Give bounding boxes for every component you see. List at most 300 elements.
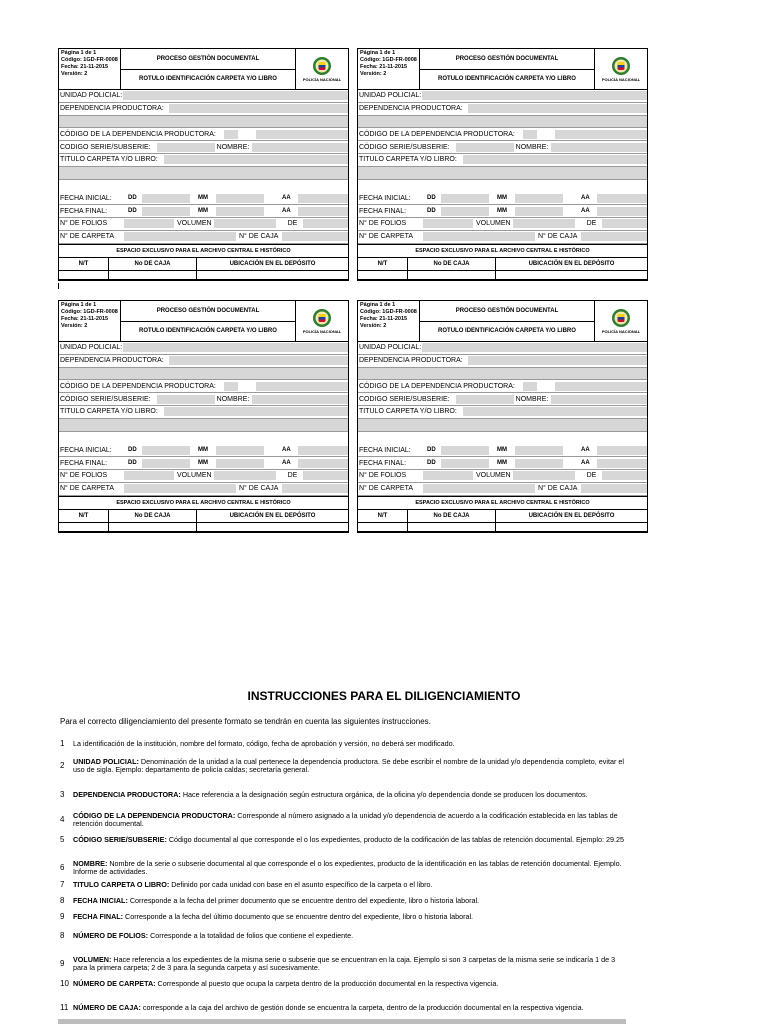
label-form-3	[58, 300, 349, 533]
instruction-label: CÓDIGO DE LA DEPENDENCIA PRODUCTORA:	[73, 811, 236, 820]
instruction-body: Definido por cada unidad con base en el asunto específico de la carpeta o el libro.	[169, 880, 433, 889]
label-form-4	[357, 300, 648, 533]
carpeta-field[interactable]	[124, 484, 236, 493]
carpeta-row	[358, 483, 647, 496]
archive-section-title: ESPACIO EXCLUSIVO PARA EL ARCHIVO CENTRAL E HISTÓRICO	[59, 496, 348, 510]
dd-field[interactable]	[142, 207, 190, 216]
mm-field[interactable]	[515, 459, 563, 468]
mm-label: MM	[198, 208, 208, 215]
col-nt: N/T	[59, 510, 109, 522]
instruction-text	[73, 897, 479, 905]
codigo-serie-label: CODIGO SERIE/SUBSERIE:	[359, 395, 450, 403]
titulo-label: TITULO CARPETA Y/O LIBRO:	[359, 156, 457, 164]
instruction-number: 2	[60, 761, 65, 771]
de-field[interactable]	[303, 219, 348, 228]
process-title: PROCESO GESTIÓN DOCUMENTAL	[455, 307, 559, 314]
meta-code: Código: 1GD-FR-0008	[360, 309, 417, 315]
carpeta-field[interactable]	[124, 232, 236, 241]
meta-version: Versión: 2	[360, 71, 387, 77]
titulo-field[interactable]	[164, 407, 348, 416]
aa-label: AA	[581, 447, 590, 454]
instruction-label: FECHA INICIAL:	[73, 896, 128, 905]
carpeta-row	[358, 231, 647, 244]
unidad-row	[59, 90, 348, 103]
form-titles	[121, 49, 296, 89]
folios-field[interactable]	[124, 471, 174, 480]
instruction-body: Corresponde al número asignado a la unidad y/o dependencia de acuerdo a la codificación establecida en las tablas de retención documental.	[73, 811, 618, 829]
instruction-label: NOMBRE:	[73, 859, 108, 868]
codigo-serie-row	[59, 141, 348, 154]
mm-label: MM	[497, 447, 507, 454]
meta-code: Código: 1GD-FR-0008	[61, 309, 118, 315]
instruction-text	[73, 980, 498, 988]
codigo-dep-field-2[interactable]	[555, 382, 647, 391]
dd-label: DD	[427, 447, 436, 454]
label-form-2	[357, 48, 648, 281]
nombre-field[interactable]	[551, 143, 647, 152]
label-title: ROTULO IDENTIFICACIÓN CARPETA Y/O LIBRO	[121, 69, 295, 90]
codigo-serie-field[interactable]	[157, 395, 215, 404]
mm-field[interactable]	[216, 459, 264, 468]
nombre-label: NOMBRE:	[515, 395, 549, 403]
instruction-label: TITULO CARPETA O LIBRO:	[73, 880, 170, 889]
aa-label: AA	[282, 195, 291, 202]
titulo-row-2[interactable]	[59, 419, 348, 432]
titulo-row	[59, 406, 348, 419]
titulo-field[interactable]	[164, 155, 348, 164]
carpeta-row	[59, 231, 348, 244]
mm-field[interactable]	[515, 207, 563, 216]
unidad-label: UNIDAD POLICIAL:	[60, 92, 123, 100]
unidad-label: UNIDAD POLICIAL:	[60, 344, 123, 352]
col-nt: N/T	[59, 258, 109, 270]
form-titles	[420, 49, 595, 89]
cell-ubicacion[interactable]	[197, 271, 348, 279]
instruction-text	[73, 913, 473, 921]
aa-field[interactable]	[298, 207, 348, 216]
de-label: DE	[586, 472, 597, 480]
fecha-final-label: FECHA FINAL:	[60, 207, 108, 215]
col-nt: N/T	[358, 258, 408, 270]
titulo-label: TITULO CARPETA Y/O LIBRO:	[60, 408, 158, 416]
label-title: ROTULO IDENTIFICACIÓN CARPETA Y/O LIBRO	[121, 321, 295, 342]
fecha-inicial-row	[358, 444, 647, 457]
codigo-dep-field[interactable]	[224, 382, 238, 391]
instruction-body: Nombre de la serie o subserie documental al que corresponde el o los expedientes, producto de la identificación en las tablas de retención documental. Ejemplo. Informe de actividades.	[73, 859, 622, 877]
col-ubicacion: UBICACIÓN EN EL DEPÓSITO	[229, 260, 316, 267]
instruction-text	[73, 812, 626, 829]
cell-nt[interactable]	[358, 271, 408, 279]
caja-field[interactable]	[581, 484, 647, 493]
titulo-label: TITULO CARPETA Y/O LIBRO:	[359, 408, 457, 416]
unidad-field[interactable]	[422, 91, 647, 100]
meta-page: Página 1 de 1	[61, 50, 97, 56]
process-title: PROCESO GESTIÓN DOCUMENTAL	[156, 55, 260, 62]
instruction-number: 8	[60, 931, 65, 940]
instruction-item	[60, 836, 626, 844]
caja-label: N° DE CAJA	[538, 485, 578, 493]
police-shield-icon	[611, 308, 631, 328]
police-shield-icon	[312, 308, 332, 328]
instructions-title: INSTRUCCIONES PARA EL DILIGENCIAMIENTO	[247, 689, 521, 703]
archive-table-header	[358, 510, 647, 523]
footer-bar	[58, 1019, 626, 1024]
nombre-field[interactable]	[252, 395, 348, 404]
fecha-inicial-label: FECHA INICIAL:	[359, 446, 411, 454]
col-caja: No DE CAJA	[109, 258, 197, 270]
caja-field[interactable]	[282, 232, 348, 241]
instruction-number: 10	[60, 979, 69, 988]
process-title: PROCESO GESTIÓN DOCUMENTAL	[156, 307, 260, 314]
volumen-field[interactable]	[214, 471, 276, 480]
cell-nt[interactable]	[59, 271, 109, 279]
col-caja: No DE CAJA	[109, 510, 197, 522]
mm-label: MM	[497, 460, 507, 467]
mm-label: MM	[198, 447, 208, 454]
instruction-number: 8	[60, 896, 65, 905]
cell-ubicacion[interactable]	[496, 523, 647, 531]
codigo-serie-label: CÓDIGO SERIE/SUBSERIE:	[359, 143, 450, 151]
dd-field[interactable]	[441, 194, 489, 203]
titulo-field[interactable]	[463, 407, 647, 416]
instruction-label: UNIDAD POLICIAL:	[73, 757, 139, 766]
cell-caja[interactable]	[408, 271, 496, 279]
dd-label: DD	[427, 195, 436, 202]
unidad-field[interactable]	[123, 91, 348, 100]
codigo-serie-row	[358, 141, 647, 154]
label-title: ROTULO IDENTIFICACIÓN CARPETA Y/O LIBRO	[420, 69, 594, 90]
cell-nt[interactable]	[358, 523, 408, 531]
instruction-number: 6	[60, 863, 65, 873]
form-header	[59, 301, 348, 342]
carpeta-label: N° DE CARPETA	[60, 485, 115, 493]
codigo-dep-field[interactable]	[523, 382, 537, 391]
police-logo	[296, 49, 348, 89]
meta-page: Página 1 de 1	[360, 50, 396, 56]
instruction-text	[73, 791, 588, 799]
dependencia-row-2[interactable]	[59, 368, 348, 381]
instruction-item	[60, 740, 626, 748]
aa-label: AA	[282, 208, 291, 215]
fecha-final-row	[59, 457, 348, 470]
dd-label: DD	[427, 460, 436, 467]
archive-table-row[interactable]	[59, 523, 348, 532]
instruction-body: La identificación de la institución, nombre del formato, código, fecha de aprobación y versión, no deberá ser modificado.	[73, 739, 455, 748]
titulo-row	[358, 406, 647, 419]
instruction-body: corresponde a la caja del archivo de gestión donde se encuentra la carpeta, dentro de la producción documental en la respectiva vigencia.	[140, 1003, 584, 1012]
dd-field[interactable]	[142, 446, 190, 455]
mm-field[interactable]	[216, 207, 264, 216]
dependencia-field[interactable]	[169, 356, 348, 365]
instruction-body: Corresponde a la fecha del primer documento que se encuentre dentro del expediente, libro o historia laboral.	[127, 896, 480, 905]
de-label: DE	[287, 220, 298, 228]
titulo-label: TITULO CARPETA Y/O LIBRO:	[60, 156, 158, 164]
fecha-final-label: FECHA FINAL:	[359, 207, 407, 215]
form-meta	[59, 301, 121, 341]
fecha-final-row	[358, 205, 647, 218]
titulo-row	[358, 154, 647, 167]
nombre-label: NOMBRE:	[515, 143, 549, 151]
logo-label: POLICÍA NACIONAL	[302, 77, 342, 82]
fecha-final-label: FECHA FINAL:	[359, 459, 407, 467]
folios-label: N° DE FOLIOS	[359, 220, 407, 228]
label-title: ROTULO IDENTIFICACIÓN CARPETA Y/O LIBRO	[420, 321, 594, 342]
codigo-dep-label: CÓDIGO DE LA DEPENDENCIA PRODUCTORA:	[60, 382, 216, 390]
caja-label: N° DE CAJA	[538, 233, 578, 241]
mm-field[interactable]	[515, 446, 563, 455]
dependencia-label: DEPENDENCIA PRODUCTORA:	[359, 105, 463, 113]
carpeta-label: N° DE CARPETA	[359, 233, 414, 241]
instruction-label: DEPENDENCIA PRODUCTORA:	[73, 790, 181, 799]
instruction-number: 11	[60, 1003, 69, 1012]
dd-field[interactable]	[441, 459, 489, 468]
dd-label: DD	[427, 208, 436, 215]
form-header	[358, 301, 647, 342]
dependencia-label: DEPENDENCIA PRODUCTORA:	[359, 357, 463, 365]
aa-label: AA	[581, 208, 590, 215]
instruction-text	[73, 956, 626, 973]
fecha-final-label: FECHA FINAL:	[60, 459, 108, 467]
instruction-label: VOLUMEN:	[73, 955, 112, 964]
aa-field[interactable]	[597, 194, 647, 203]
instruction-body: Código documental al que corresponde el o los expedientes, producto de la codificación de las tablas de retención documental. Ejemplo: 29.25	[166, 835, 624, 844]
instruction-text	[73, 758, 626, 775]
de-field[interactable]	[303, 471, 348, 480]
dependencia-row-2[interactable]	[59, 116, 348, 129]
dependencia-label: DEPENDENCIA PRODUCTORA:	[60, 357, 164, 365]
codigo-dep-field[interactable]	[224, 130, 238, 139]
aa-field[interactable]	[597, 459, 647, 468]
cell-caja[interactable]	[408, 523, 496, 531]
folios-field[interactable]	[423, 471, 473, 480]
mm-field[interactable]	[515, 194, 563, 203]
caja-field[interactable]	[581, 232, 647, 241]
nombre-field[interactable]	[551, 395, 647, 404]
meta-date: Fecha: 21-11-2015	[61, 64, 109, 70]
aa-field[interactable]	[597, 446, 647, 455]
caja-label: N° DE CAJA	[239, 485, 279, 493]
aa-field[interactable]	[298, 446, 348, 455]
col-caja: No DE CAJA	[408, 510, 496, 522]
dd-label: DD	[128, 447, 137, 454]
volumen-label: VOLUMEN	[177, 472, 212, 480]
archive-section-title: ESPACIO EXCLUSIVO PARA EL ARCHIVO CENTRAL E HISTÓRICO	[59, 244, 348, 258]
dependencia-field[interactable]	[468, 356, 647, 365]
mm-label: MM	[198, 460, 208, 467]
police-logo	[595, 301, 647, 341]
logo-label: POLICÍA NACIONAL	[302, 329, 342, 334]
codigo-serie-field[interactable]	[157, 143, 215, 152]
aa-label: AA	[581, 195, 590, 202]
dd-field[interactable]	[142, 194, 190, 203]
titulo-row-2[interactable]	[358, 167, 647, 180]
dependencia-row	[59, 103, 348, 116]
codigo-serie-row	[358, 393, 647, 406]
aa-field[interactable]	[298, 459, 348, 468]
cell-nt[interactable]	[59, 523, 109, 531]
codigo-serie-row	[59, 393, 348, 406]
instruction-number: 9	[60, 912, 65, 921]
cell-ubicacion[interactable]	[496, 271, 647, 279]
unidad-label: UNIDAD POLICIAL:	[359, 344, 422, 352]
police-logo	[595, 49, 647, 89]
archive-table-row[interactable]	[59, 271, 348, 280]
volumen-label: VOLUMEN	[177, 220, 212, 228]
volumen-field[interactable]	[214, 219, 276, 228]
codigo-dep-field[interactable]	[523, 130, 537, 139]
dependencia-field[interactable]	[468, 104, 647, 113]
fecha-inicial-row	[59, 444, 348, 457]
process-title: PROCESO GESTIÓN DOCUMENTAL	[455, 55, 559, 62]
dd-field[interactable]	[142, 459, 190, 468]
titulo-row-2[interactable]	[358, 419, 647, 432]
mm-field[interactable]	[216, 194, 264, 203]
cell-ubicacion[interactable]	[197, 523, 348, 531]
codigo-serie-field[interactable]	[456, 395, 514, 404]
unidad-label: UNIDAD POLICIAL:	[359, 92, 422, 100]
unidad-row	[59, 342, 348, 355]
dependencia-row-2[interactable]	[358, 116, 647, 129]
meta-code: Código: 1GD-FR-0008	[61, 57, 118, 63]
instruction-item	[60, 791, 626, 799]
meta-version: Versión: 2	[61, 323, 88, 329]
codigo-serie-label: CODIGO SERIE/SUBSERIE:	[60, 143, 151, 151]
form-meta	[59, 49, 121, 89]
carpeta-label: N° DE CARPETA	[60, 233, 115, 241]
unidad-field[interactable]	[123, 343, 348, 352]
instruction-label: NÚMERO DE CAJA:	[73, 1003, 141, 1012]
volumen-field[interactable]	[513, 219, 575, 228]
aa-field[interactable]	[298, 194, 348, 203]
instruction-item	[60, 932, 626, 940]
margin-tick	[58, 283, 59, 289]
mm-label: MM	[497, 195, 507, 202]
blank-row	[59, 432, 348, 445]
instruction-text	[73, 881, 433, 889]
de-label: DE	[586, 220, 597, 228]
instruction-label: CÓDIGO SERIE/SUBSERIE:	[73, 835, 167, 844]
instruction-number: 7	[60, 880, 65, 889]
dd-field[interactable]	[441, 446, 489, 455]
instruction-item	[60, 860, 626, 877]
folios-row	[59, 218, 348, 231]
instruction-body: Corresponde al puesto que ocupa la carpeta dentro de la producción documental en la respectiva vigencia.	[155, 979, 499, 988]
fecha-final-row	[59, 205, 348, 218]
codigo-dep-field-2[interactable]	[256, 382, 348, 391]
dependencia-row-2[interactable]	[358, 368, 647, 381]
aa-field[interactable]	[597, 207, 647, 216]
blank-row	[358, 180, 647, 193]
archive-section-title: ESPACIO EXCLUSIVO PARA EL ARCHIVO CENTRAL E HISTÓRICO	[358, 496, 647, 510]
fecha-inicial-row	[358, 192, 647, 205]
instruction-number: 3	[60, 790, 65, 799]
archive-table-header	[59, 510, 348, 523]
unidad-field[interactable]	[422, 343, 647, 352]
dd-label: DD	[128, 195, 137, 202]
carpeta-field[interactable]	[423, 232, 535, 241]
archive-section-title: ESPACIO EXCLUSIVO PARA EL ARCHIVO CENTRAL E HISTÓRICO	[358, 244, 647, 258]
col-ubicacion: UBICACIÓN EN EL DEPÓSITO	[528, 512, 615, 519]
folios-field[interactable]	[124, 219, 174, 228]
archive-table-row[interactable]	[358, 523, 647, 532]
instruction-item	[60, 980, 626, 988]
archive-table-header	[59, 258, 348, 271]
codigo-dep-field-2[interactable]	[555, 130, 647, 139]
form-titles	[121, 301, 296, 341]
de-field[interactable]	[602, 471, 647, 480]
codigo-serie-field[interactable]	[456, 143, 514, 152]
nombre-label: NOMBRE:	[216, 395, 250, 403]
instruction-item	[60, 758, 626, 775]
cell-caja[interactable]	[109, 271, 197, 279]
caja-field[interactable]	[282, 484, 348, 493]
carpeta-label: N° DE CARPETA	[359, 485, 414, 493]
unidad-row	[358, 342, 647, 355]
carpeta-row	[59, 483, 348, 496]
meta-page: Página 1 de 1	[61, 302, 97, 308]
meta-date: Fecha: 21-11-2015	[360, 64, 408, 70]
codigo-dep-label: CÓDIGO DE LA DEPENDENCIA PRODUCTORA:	[359, 382, 515, 390]
dd-label: DD	[128, 460, 137, 467]
titulo-field[interactable]	[463, 155, 647, 164]
instruction-label: NÚMERO DE CARPETA:	[73, 979, 156, 988]
dependencia-row	[358, 355, 647, 368]
nombre-field[interactable]	[252, 143, 348, 152]
instruction-text	[73, 1004, 584, 1012]
col-ubicacion: UBICACIÓN EN EL DEPÓSITO	[229, 512, 316, 519]
titulo-row-2[interactable]	[59, 167, 348, 180]
label-form-1	[58, 48, 349, 281]
form-titles	[420, 301, 595, 341]
cell-caja[interactable]	[109, 523, 197, 531]
form-header	[358, 49, 647, 90]
logo-label: POLICÍA NACIONAL	[601, 329, 641, 334]
codigo-dep-row	[59, 380, 348, 393]
meta-date: Fecha: 21-11-2015	[61, 316, 109, 322]
codigo-dep-row	[358, 128, 647, 141]
volumen-field[interactable]	[513, 471, 575, 480]
meta-page: Página 1 de 1	[360, 302, 396, 308]
logo-label: POLICÍA NACIONAL	[601, 77, 641, 82]
mm-label: MM	[497, 208, 507, 215]
fecha-inicial-label: FECHA INICIAL:	[359, 194, 411, 202]
folios-label: N° DE FOLIOS	[60, 472, 108, 480]
de-label: DE	[287, 472, 298, 480]
unidad-row	[358, 90, 647, 103]
archive-table-header	[358, 258, 647, 271]
police-shield-icon	[611, 56, 631, 76]
instruction-item	[60, 913, 626, 921]
instruction-body: Hace referencia a la designación según estructura orgánica, de la oficina y/o dependencia donde se producen los documentos.	[180, 790, 588, 799]
volumen-label: VOLUMEN	[476, 220, 511, 228]
police-logo	[296, 301, 348, 341]
codigo-dep-field-2[interactable]	[256, 130, 348, 139]
carpeta-field[interactable]	[423, 484, 535, 493]
dependencia-field[interactable]	[169, 104, 348, 113]
instruction-item	[60, 812, 626, 829]
meta-code: Código: 1GD-FR-0008	[360, 57, 417, 63]
instruction-item	[60, 897, 626, 905]
de-field[interactable]	[602, 219, 647, 228]
titulo-row	[59, 154, 348, 167]
fecha-inicial-row	[59, 192, 348, 205]
dd-field[interactable]	[441, 207, 489, 216]
mm-field[interactable]	[216, 446, 264, 455]
instruction-body: Hace referencia a los expedientes de la misma serie o subserie que se encuentran en la caja. Ejemplo si son 3 carpetas de la misma serie se indicaría 1 de 3 para la primera carpeta; 2 de 3 para la segunda carpeta y así sucesivamente.	[73, 955, 616, 973]
archive-table-row[interactable]	[358, 271, 647, 280]
instruction-body: Corresponde a la fecha del último documento que se encuentre dentro del expediente, libro o historia laboral.	[123, 912, 474, 921]
folios-field[interactable]	[423, 219, 473, 228]
